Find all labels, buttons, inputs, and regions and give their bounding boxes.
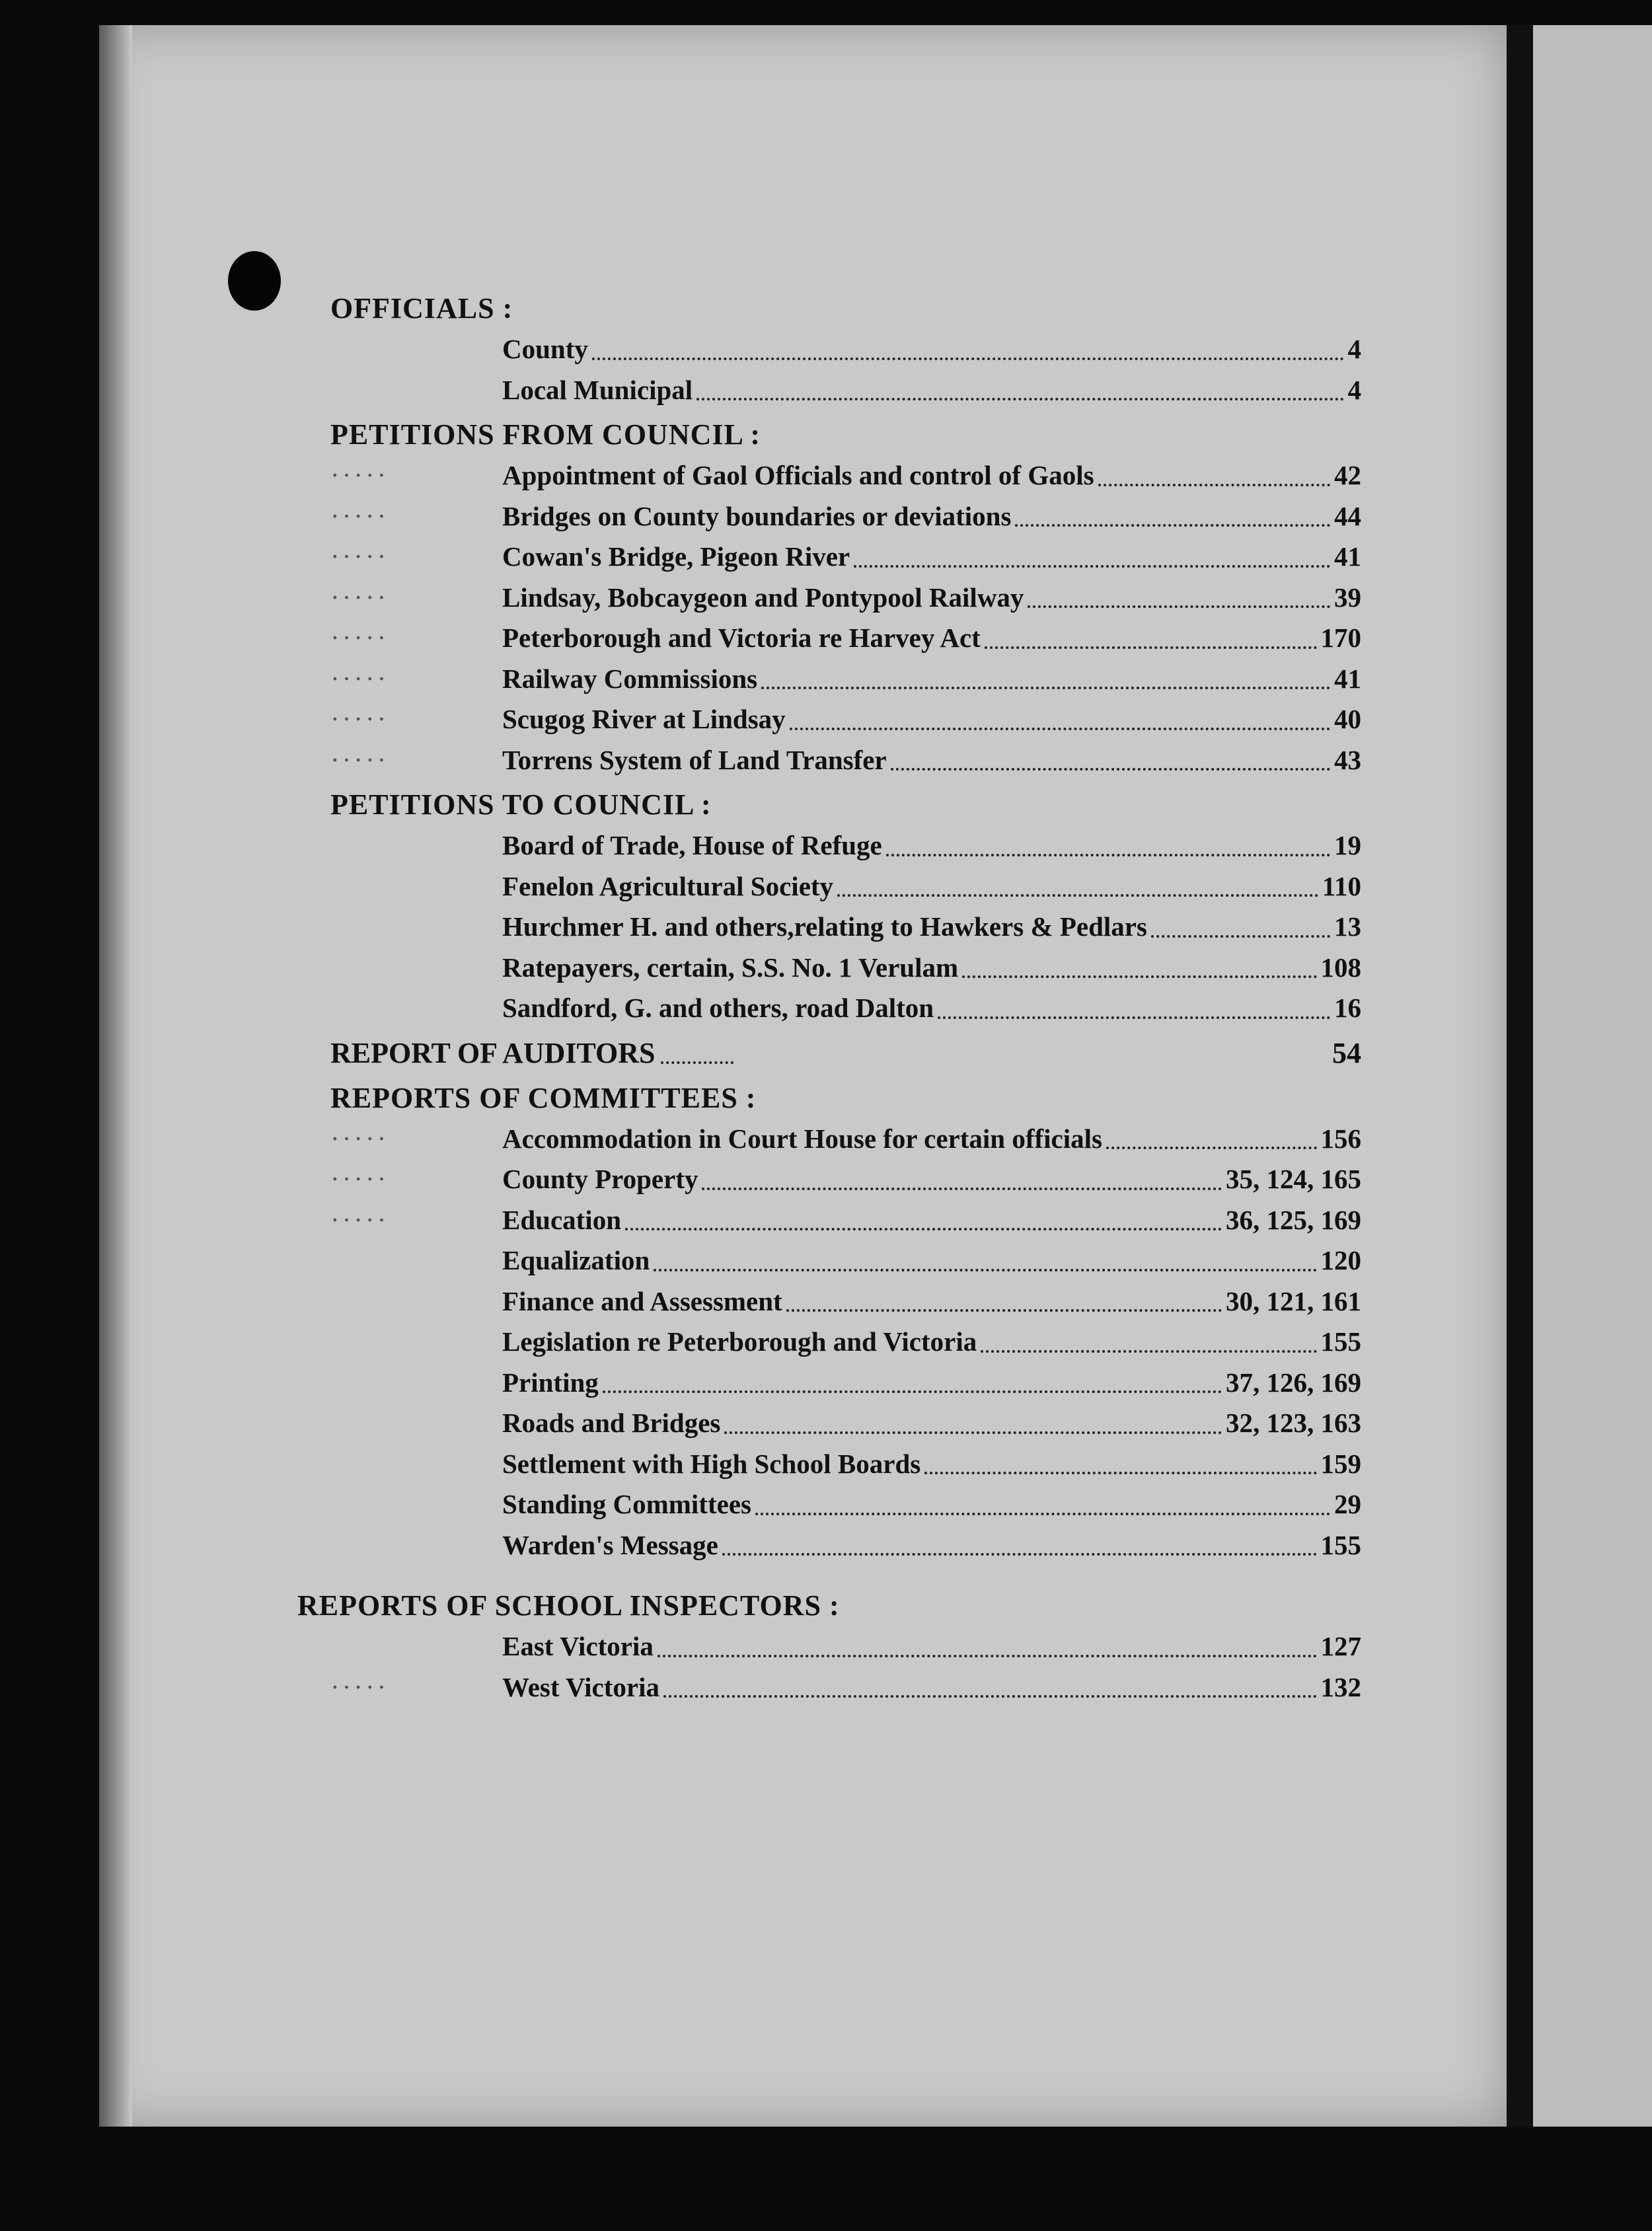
- section-heading-petitions-from-council: PETITIONS FROM COUNCIL :: [330, 418, 761, 451]
- index-entry: ····· County Property 35, 124, 165: [330, 1164, 1361, 1194]
- index-entry: County 4: [502, 334, 1361, 364]
- index-entry: ····· Appointment of Gaol Officials and control of Gaols 42: [330, 460, 1361, 490]
- index-entry: Standing Committees 29: [502, 1489, 1361, 1519]
- index-entry: ····· Accommodation in Court House for certain officials 156: [330, 1123, 1361, 1154]
- index-entry: ····· Peterborough and Victoria re Harvey Act 170: [330, 623, 1361, 653]
- index-entry: Hurchmer H. and others,relating to Hawkers & Pedlars 13: [502, 911, 1361, 942]
- index-entry: Board of Trade, House of Refuge 19: [502, 830, 1361, 860]
- index-content: [297, 284, 1361, 1708]
- binding-gutter: [1507, 25, 1533, 2127]
- index-entry: Fenelon Agricultural Society 110: [502, 870, 1361, 901]
- section-heading-petitions-to-council: PETITIONS TO COUNCIL :: [330, 788, 712, 821]
- index-entry: Settlement with High School Boards 159: [502, 1448, 1361, 1479]
- index-entry: ····· Railway Commissions 41: [330, 663, 1361, 694]
- index-entry: Sandford, G. and others, road Dalton 16: [502, 993, 1361, 1023]
- section-heading-reports-of-committees: REPORTS OF COMMITTEES :: [330, 1081, 757, 1114]
- index-entry: Ratepayers, certain, S.S. No. 1 Verulam 108: [502, 952, 1361, 983]
- section-heading-report-of-auditors: REPORT OF AUDITORS 54: [330, 1036, 1361, 1069]
- index-entry: ····· Education 36, 125, 169: [330, 1204, 1361, 1235]
- index-entry: Finance and Assessment 30, 121, 161: [502, 1285, 1361, 1316]
- section-heading-school-inspectors: REPORTS OF SCHOOL INSPECTORS :: [297, 1589, 840, 1622]
- index-entry: Local Municipal 4: [502, 374, 1361, 405]
- index-entry: Legislation re Peterborough and Victoria 155: [502, 1326, 1361, 1357]
- facing-page: [1533, 25, 1652, 2127]
- index-entry: ····· Bridges on County boundaries or deviations 44: [330, 500, 1361, 531]
- index-entry: ····· Torrens System of Land Transfer 43: [330, 744, 1361, 775]
- index-entry: Roads and Bridges 32, 123, 163: [502, 1408, 1361, 1438]
- section-heading-officials: OFFICIALS :: [330, 292, 513, 324]
- index-entry: ····· Lindsay, Bobcaygeon and Pontypool Railway 39: [330, 582, 1361, 613]
- index-entry: East Victoria 127: [502, 1631, 1361, 1661]
- index-entry: Printing 37, 126, 169: [502, 1367, 1361, 1398]
- punch-hole: [228, 251, 281, 311]
- index-entry: ····· Cowan's Bridge, Pigeon River 41: [330, 541, 1361, 572]
- index-entry: ····· Scugog River at Lindsay 40: [330, 704, 1361, 734]
- page-edge: [99, 25, 132, 2127]
- index-entry: Warden's Message 155: [502, 1529, 1361, 1560]
- index-entry: Equalization 120: [502, 1245, 1361, 1275]
- index-entry: ····· West Victoria 132: [330, 1671, 1361, 1702]
